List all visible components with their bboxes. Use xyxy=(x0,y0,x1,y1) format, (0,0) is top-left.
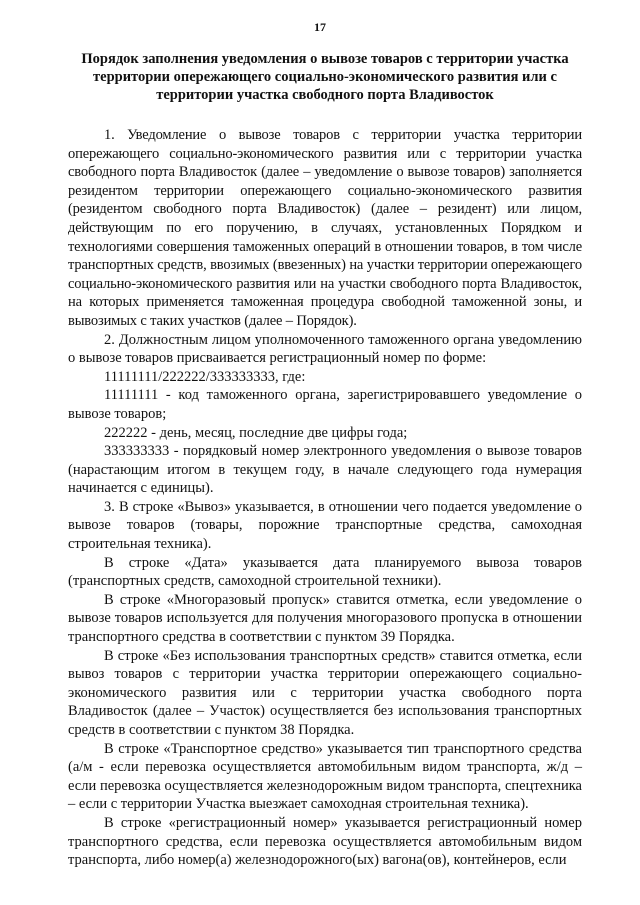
paragraph-vehicle-type: В строке «Транспортное средство» указывается тип транспортного средства (а/м - если перевозка осуществляется автомобильным видом транспорта, ж/д – если перевозка осуществляется железнодорожным видом транспорта, спецтехника – если с территории Участка выезжает самоходная строительная техника). xyxy=(68,740,582,813)
paragraph-no-transport: В строке «Без использования транспортных средств» ставится отметка, если вывоз товаров с территории участка территории опережающего социально-экономического развития или с территории участка свободного порта Владивосток (далее – Участок) осуществляется без использования транспортных средств в соответствии с пунктом 38 Порядка. xyxy=(68,647,582,738)
number-format: 11111111/222222/333333333, где: xyxy=(104,368,306,385)
format-part-2: 222222 - день, месяц, последние две цифры года; xyxy=(104,424,408,441)
format-part-3: 333333333 - порядковый номер электронного уведомления о вывозе товаров (нарастающим итогом в текущем году, в начале следующего года нумерация начинается с единицы). xyxy=(68,443,582,497)
document-body xyxy=(68,126,582,870)
format-part-1: 11111111 - код таможенного органа, зарегистрировавшего уведомление о вывозе товаров; xyxy=(68,387,582,422)
page-number: 17 xyxy=(314,20,326,34)
paragraph-1: 1. Уведомление о вывозе товаров с территории участка территории опережающего социально-экономического развития или с территории участка свободного порта Владивосток (далее – уведомление о вывозе товаров) заполняется резидентом территории опережающего социально-экономического развития (резидентом свободного порта Владивосток) (далее – резидент) или лицом, действующим по его поручению, в случаях, установленных Порядком и технологиями совершения таможенных операций в отношении товаров, в том числе транспортных средств, ввозимых (ввезенных) на участки территории опережающего социально-экономического развития или на участки свободного порта Владивосток, на которых применяется таможенная процедура свободной таможенной зоны, и вывозимых с таких участков (далее – Порядок). xyxy=(68,127,582,329)
paragraph-multi-pass: В строке «Многоразовый пропуск» ставится отметка, если уведомление о вывозе товаров используется для получения многоразового пропуска в отношении транспортного средства в соответствии с пунктом 39 Порядка. xyxy=(68,591,582,646)
paragraph-date: В строке «Дата» указывается дата планируемого вывоза товаров (транспортных средств, самоходной строительной техники). xyxy=(68,554,582,590)
document-title: Порядок заполнения уведомления о вывозе товаров с территории участка территории опережающего социально-экономического развития или с территории участка свободного порта Владивосток xyxy=(81,51,569,103)
paragraph-2: 2. Должностным лицом уполномоченного таможенного органа уведомлению о вывозе товаров присваивается регистрационный номер по форме: xyxy=(68,331,582,367)
paragraph-3: 3. В строке «Вывоз» указывается, в отношении чего подается уведомление о вывозе товаров (товары, порожние транспортные средства, самоходная строительная техника). xyxy=(68,498,582,553)
paragraph-registration-number: В строке «регистрационный номер» указывается регистрационный номер транспортного средства, если перевозка осуществляется автомобильным видом транспорта, либо номер(а) железнодорожного(ых) вагона(ов), контейнеров, если xyxy=(68,814,582,869)
